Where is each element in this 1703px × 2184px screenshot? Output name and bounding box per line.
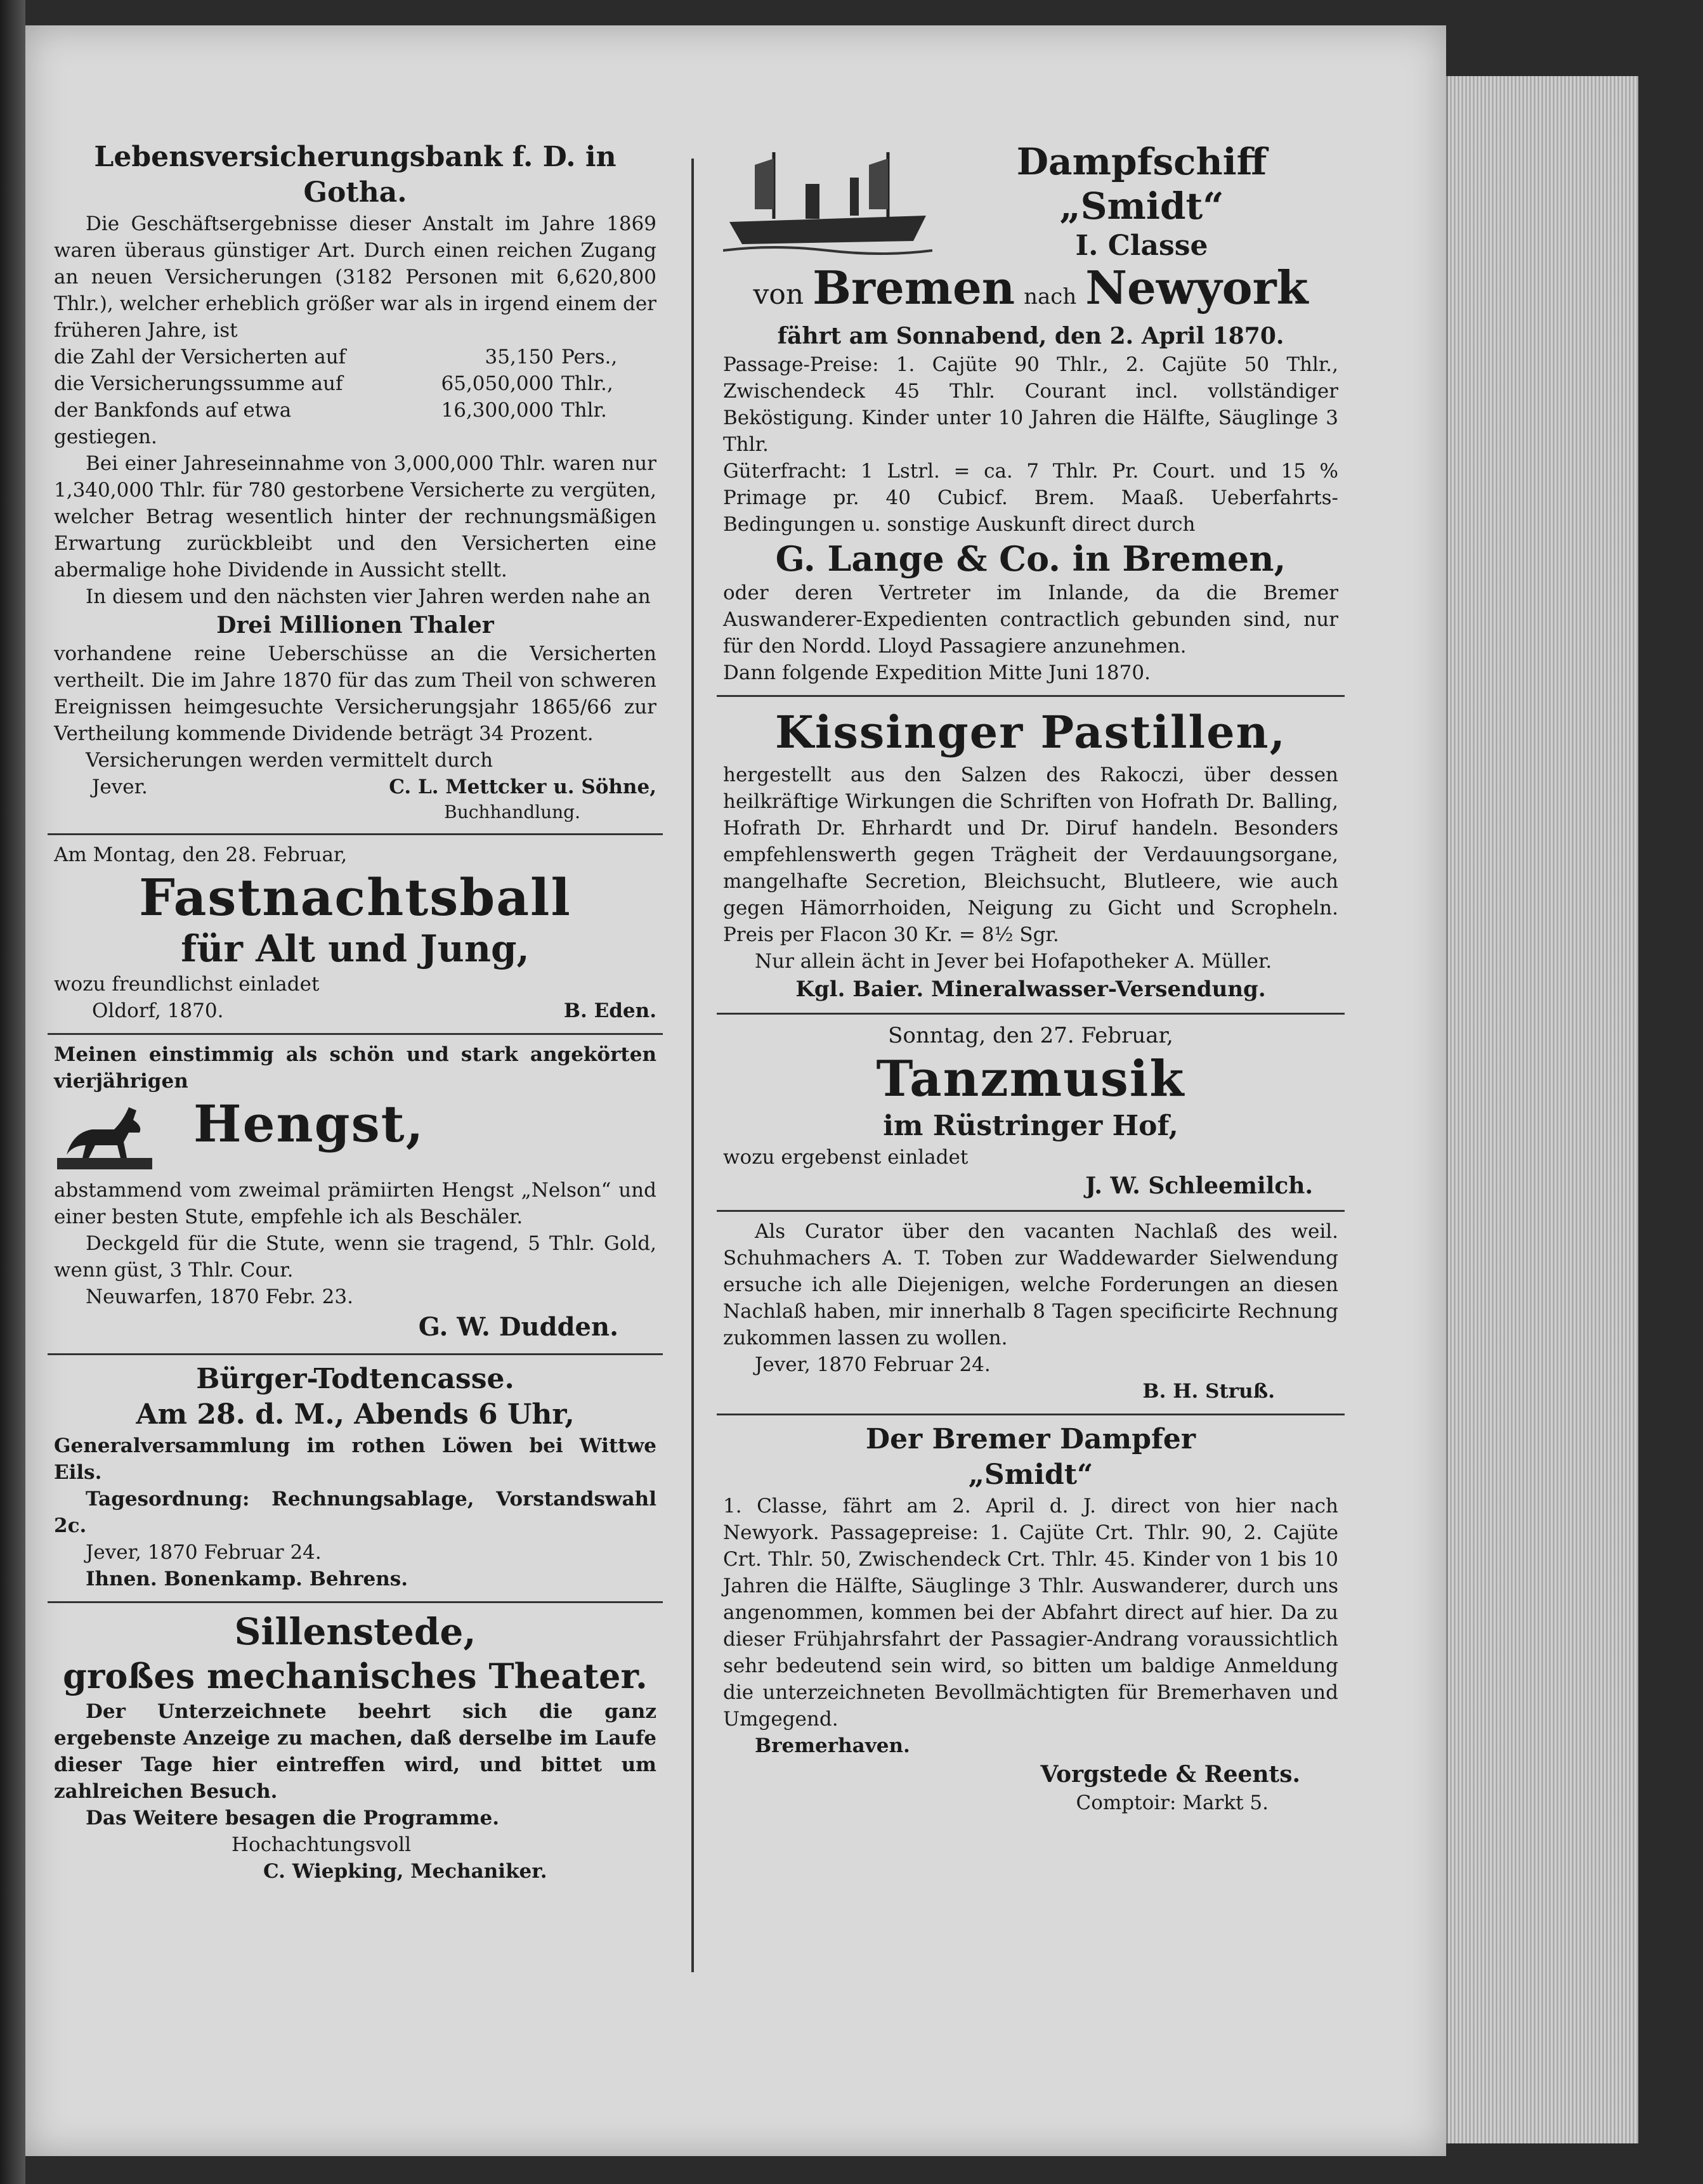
ad-title: Tanzmusik — [876, 1050, 1185, 1108]
signature-place: Jever. — [92, 776, 148, 798]
ad-paragraph: Bei einer Jahreseinnahme von 3,000,000 Thlr. waren nur 1,340,000 Thlr. für 780 gestorbene Versicherte zu vergüten, welcher Betrag wesentlich hinter der rechnungsmäßigen Erwartung zurückbleibt und den Versicherten eine abermalige hohe Dividende in Aussicht stellt. — [54, 452, 656, 582]
book-spine — [0, 0, 25, 2184]
signature-name: C. Wiepking, Mechaniker. — [263, 1860, 547, 1883]
ad-date: Sonntag, den 27. Februar, — [888, 1023, 1173, 1048]
agent-name: G. Lange & Co. in Bremen, — [775, 538, 1286, 579]
ad-invite: wozu ergebenst einladet — [723, 1146, 969, 1169]
ad-title: Sillenstede, — [234, 1610, 476, 1653]
route-von: von — [753, 278, 804, 311]
ad-subtitle: im Rüstringer Hof, — [883, 1110, 1178, 1142]
signature-name: Vorgstede & Reents. — [1040, 1761, 1300, 1788]
ad-footer: Kgl. Baier. Mineralwasser-Versendung. — [795, 977, 1266, 1002]
ad-paragraph: Passage-Preise: 1. Cajüte 90 Thlr., 2. Cajüte 50 Thlr., Zwischendeck 45 Thlr. Courant incl. vollständiger Beköstigung. Kinder unter 10 Jahren die Hälfte, Säuglinge 3 Thlr. — [723, 353, 1338, 456]
ad-dance-music — [717, 1015, 1345, 1212]
ad-place: Neuwarfen, 1870 Febr. 23. — [86, 1285, 353, 1308]
ad-paragraph: Deckgeld für die Stute, wenn sie tragend, 5 Thlr. Gold, wenn güst, 3 Thlr. Cour. — [54, 1232, 656, 1282]
stats-list — [54, 344, 656, 424]
ad-subtitle: Am 28. d. M., Abends 6 Uhr, — [136, 1398, 575, 1431]
ad-estate-notice — [717, 1212, 1345, 1415]
ad-subtitle: großes mechanisches Theater. — [63, 1656, 648, 1696]
stat-label: der Bankfonds auf etwa — [54, 399, 292, 422]
ad-paragraph: Das Weitere besagen die Programme. — [86, 1807, 500, 1830]
ad-closing: Hochachtungsvoll — [232, 1833, 411, 1856]
ad-title: Fastnachtsball — [139, 868, 571, 927]
ad-mechanical-theater — [48, 1603, 663, 1894]
ad-title: Dampfschiff — [1016, 140, 1267, 183]
ad-life-insurance — [48, 133, 663, 835]
signature-name: J. W. Schleemilch. — [1085, 1173, 1313, 1199]
book-page-edges — [1446, 76, 1638, 2143]
ad-title: Der Bremer Dampfer — [865, 1423, 1196, 1455]
ad-title-line2: „Smidt“ — [1059, 185, 1224, 228]
ad-intro: Meinen einstimmig als schön und stark angekörten vierjährigen — [54, 1043, 656, 1093]
ad-header — [723, 140, 1338, 264]
ad-title: Kissinger Pastillen, — [775, 706, 1286, 758]
stat-unit: Thlr. — [561, 399, 607, 422]
route-nach: nach — [1024, 284, 1077, 309]
ad-kissinger-pastilles — [717, 697, 1345, 1015]
ad-carnival-ball — [48, 835, 663, 1035]
ad-title: Bürger-Todtencasse. — [196, 1363, 514, 1395]
ad-signature — [54, 774, 656, 800]
ad-invite: wozu freundlichst einladet — [54, 973, 320, 996]
stat-value: 35,150 — [485, 346, 554, 368]
ad-highlight: Drei Millionen Thaler — [216, 612, 494, 639]
column-divider — [691, 159, 694, 1972]
signature-name: G. W. Dudden. — [418, 1312, 618, 1342]
ad-paragraph: Nur allein ächt in Jever bei Hofapotheker A. Müller. — [755, 950, 1272, 973]
ad-paragraph: Generalversammlung im rothen Löwen bei Wittwe Eils. — [54, 1434, 656, 1484]
stat-row — [54, 397, 656, 424]
ad-place: Jever, 1870 Februar 24. — [755, 1353, 991, 1376]
ad-paragraph: Dann folgende Expedition Mitte Juni 1870. — [723, 661, 1151, 684]
ad-title-block — [945, 140, 1338, 264]
ad-steamship-smidt — [717, 133, 1345, 697]
ad-title-line2: Gotha. — [303, 176, 407, 209]
signature-names: Ihnen. Bonenkamp. Behrens. — [86, 1568, 408, 1590]
stat-unit: Pers., — [561, 346, 618, 368]
route-line — [723, 261, 1338, 321]
ad-paragraph: hergestellt aus den Salzen des Rakoczi, über dessen heilkräftige Wirkungen die Schriften von Hofrath Dr. Balling, Hofrath Dr. Ehrhardt und Dr. Diruf handeln. Besonders empfehlenswerth gegen Trägheit der Verdauungsorgane, mangelhafte Secretion, Bleichsucht, Blutleere, wie auch gegen Hämorrhoiden, Neigung zu Gicht und Scropheln. Preis per Flacon 30 Kr. = 8½ Sgr. — [723, 764, 1338, 946]
ad-subtitle: für Alt und Jung, — [181, 927, 530, 970]
stat-value: 16,300,000 — [441, 399, 554, 422]
ad-agenda: Tagesordnung: Rechnungsablage, Vorstandswahl 2c. — [54, 1488, 656, 1537]
ad-paragraph: oder deren Vertreter im Inlande, da die Bremer Auswanderer-Expedienten contractlich gebunden sind, nur für den Nordd. Lloyd Passagiere anzunehmen. — [723, 582, 1338, 658]
stat-unit: Thlr., — [561, 372, 613, 395]
ad-paragraph: Der Unterzeichnete beehrt sich die ganz ergebenste Anzeige zu machen, daß derselbe im Laufe dieser Tage hier eintreffen wird, und bittet um zahlreichen Besuch. — [54, 1700, 656, 1803]
horse-icon — [54, 1095, 155, 1177]
signature-subtitle: Buchhandlung. — [444, 802, 580, 822]
signature-name: B. H. Struß. — [1142, 1380, 1275, 1403]
ad-bremen-steamer — [717, 1415, 1345, 1825]
ad-title-line2: „Smidt“ — [968, 1459, 1093, 1491]
ad-place: Jever, 1870 Februar 24. — [86, 1541, 322, 1564]
ad-paragraph: Güterfracht: 1 Lstrl. = ca. 7 Thlr. Pr. Court. und 15 % Primage pr. 40 Cubicf. Brem. Maaß. Ueberfahrts-Bedingungen u. sonstige Auskunft direct durch — [723, 460, 1338, 536]
route-newyork: Newyork — [1085, 261, 1308, 315]
signature-address: Comptoir: Markt 5. — [1076, 1791, 1269, 1814]
steamship-icon — [723, 140, 932, 260]
signature-name: C. L. Mettcker u. Söhne, — [389, 776, 656, 798]
ad-paragraph: Die Geschäftsergebnisse dieser Anstalt im Jahre 1869 waren überaus günstiger Art. Durch einen reichen Zugang an neuen Versicherungen (3182 Personen mit 6,620,800 Thlr.), welcher erheblich größer war als in irgend einem der früheren Jahre, ist — [54, 212, 656, 342]
ad-paragraph: Als Curator über den vacanten Nachlaß des weil. Schuhmachers A. T. Toben zur Waddewarder Sielwendung ersuche ich alle Diejenigen, welche Forderungen an diesen Nachlaß haben, mir innerhalb 8 Tagen specificirte Rechnung zukommen lassen zu wollen. — [723, 1220, 1338, 1349]
stat-row — [54, 370, 656, 397]
ad-stallion — [48, 1035, 663, 1355]
ad-burial-fund — [48, 1355, 663, 1603]
stat-label: die Zahl der Versicherten auf — [54, 346, 346, 368]
right-column — [717, 133, 1345, 2044]
ad-title: Lebensversicherungsbank f. D. in — [94, 141, 617, 173]
ad-paragraph: gestiegen. — [54, 426, 157, 448]
ad-signature — [54, 998, 656, 1024]
ad-date: Am Montag, den 28. Februar, — [54, 843, 348, 866]
stat-label: die Versicherungssumme auf — [54, 372, 343, 395]
left-column — [48, 133, 663, 2044]
ad-paragraph: In diesem und den nächsten vier Jahren werden nahe an — [86, 585, 651, 608]
ad-class: I. Classe — [1075, 230, 1208, 262]
ad-header — [54, 1095, 656, 1177]
ad-paragraph: abstammend vom zweimal prämiirten Hengst „Nelson“ und einer besten Stute, empfehle ich als Beschäler. — [54, 1179, 656, 1228]
signature-name: B. Eden. — [563, 999, 656, 1022]
ad-place: Bremerhaven. — [755, 1734, 910, 1757]
signature-place: Oldorf, 1870. — [92, 999, 224, 1022]
ad-paragraph: Versicherungen werden vermittelt durch — [86, 749, 493, 772]
ad-paragraph: vorhandene reine Ueberschüsse an die Versicherten vertheilt. Die im Jahre 1870 für das zum Theil von schweren Ereignissen heimgesuchte Versicherungsjahr 1865/66 zur Vertheilung kommende Dividende beträgt 34 Prozent. — [54, 642, 656, 745]
ad-title: Hengst, — [193, 1094, 425, 1154]
ad-paragraph: 1. Classe, fährt am 2. April d. J. direct von hier nach Newyork. Passagepreise: 1. Cajüte Crt. Thlr. 90, 2. Cajüte Crt. Thlr. 50, Zwischendeck Crt. Thlr. 45. Kinder von 1 bis 10 Jahren die Hälfte, Säuglinge 3 Thlr. Auswanderer, durch uns angenommen, kommen bei der Abfahrt direct auf hier. Da zu dieser Frühjahrsfahrt der Passagier-Andrang voraussichtlich sehr bedeutend sein wird, so bitten um baldige Anmeldung die unterzeichneten Bevollmächtigten für Bremerhaven und Umgegend. — [723, 1495, 1338, 1731]
stat-row — [54, 344, 656, 370]
stat-value: 65,050,000 — [441, 372, 554, 395]
sailing-date: fährt am Sonnabend, den 2. April 1870. — [777, 323, 1284, 349]
route-bremen: Bremen — [812, 261, 1015, 315]
